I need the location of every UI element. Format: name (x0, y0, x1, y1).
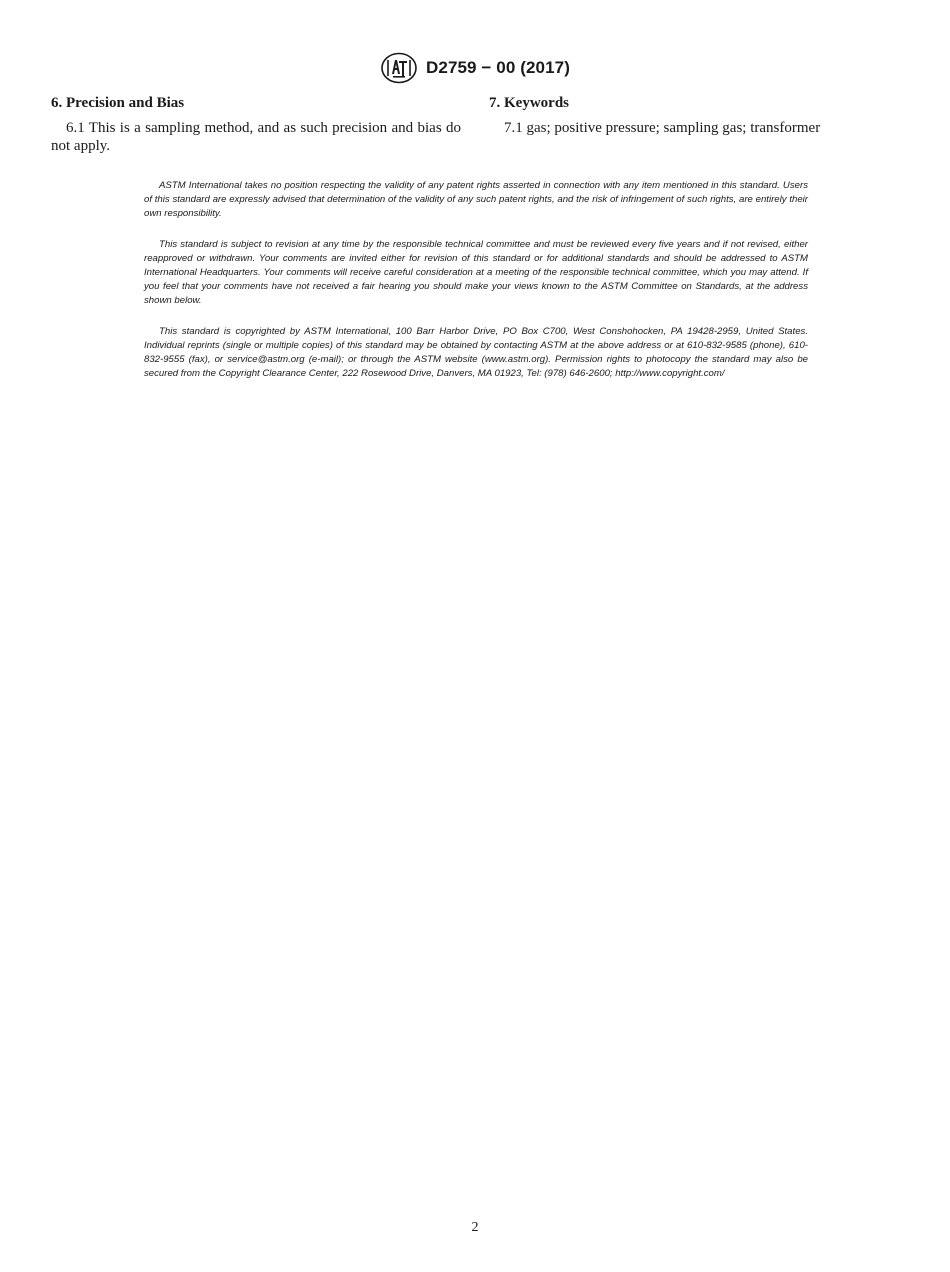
section-paragraph: 7.1 gas; positive pressure; sampling gas; transformer (504, 120, 821, 136)
document-id: D2759 − 00 (2017) (426, 58, 570, 77)
patent-notice: ASTM International takes no position respecting the validity of any patent rights asserted in connection with any item mentioned in this standard. Users of this standard are expressly advised that determination of the validity of any such patent rights, and the risk of infringement of such rights, are entirely their own responsibility. (144, 180, 808, 219)
section-heading: 7. Keywords (489, 95, 569, 111)
page-header (0, 52, 950, 84)
astm-logo-icon (380, 52, 418, 84)
revision-notice: This standard is subject to revision at any time by the responsible technical committee and must be reviewed every five years and if not revised, either reapproved or withdrawn. Your comments are invited either for revision of this standard or for additional standards and should be addressed to ASTM International Headquarters. Your comments will receive careful consideration at a meeting of the responsible technical committee, which you may attend. If you feel that your comments have not received a fair hearing you should make your views known to the ASTM Committee on Standards, at the address shown below. (144, 239, 808, 306)
two-column-body (51, 94, 859, 155)
page-number: 2 (471, 1220, 479, 1235)
section-paragraph: 6.1 This is a sampling method, and as such precision and bias do not apply. (51, 120, 461, 154)
section-precision-bias (51, 94, 461, 155)
section-keywords (489, 94, 859, 155)
legal-notices (144, 179, 808, 399)
copyright-notice: This standard is copyrighted by ASTM International, 100 Barr Harbor Drive, PO Box C700, West Conshohocken, PA 19428-2959, United States. Individual reprints (single or multiple copies) of this standard may be obtained by contacting ASTM at the above address or at 610-832-9585 (phone), 610-832-9555 (fax), or service@astm.org (e-mail); or through the ASTM website (www.astm.org). Permission rights to photocopy the standard may also be secured from the Copyright Clearance Center, 222 Rosewood Drive, Danvers, MA 01923, Tel: (978) 646-2600; http://www.copyright.com/ (144, 326, 808, 379)
section-heading: 6. Precision and Bias (51, 95, 185, 111)
